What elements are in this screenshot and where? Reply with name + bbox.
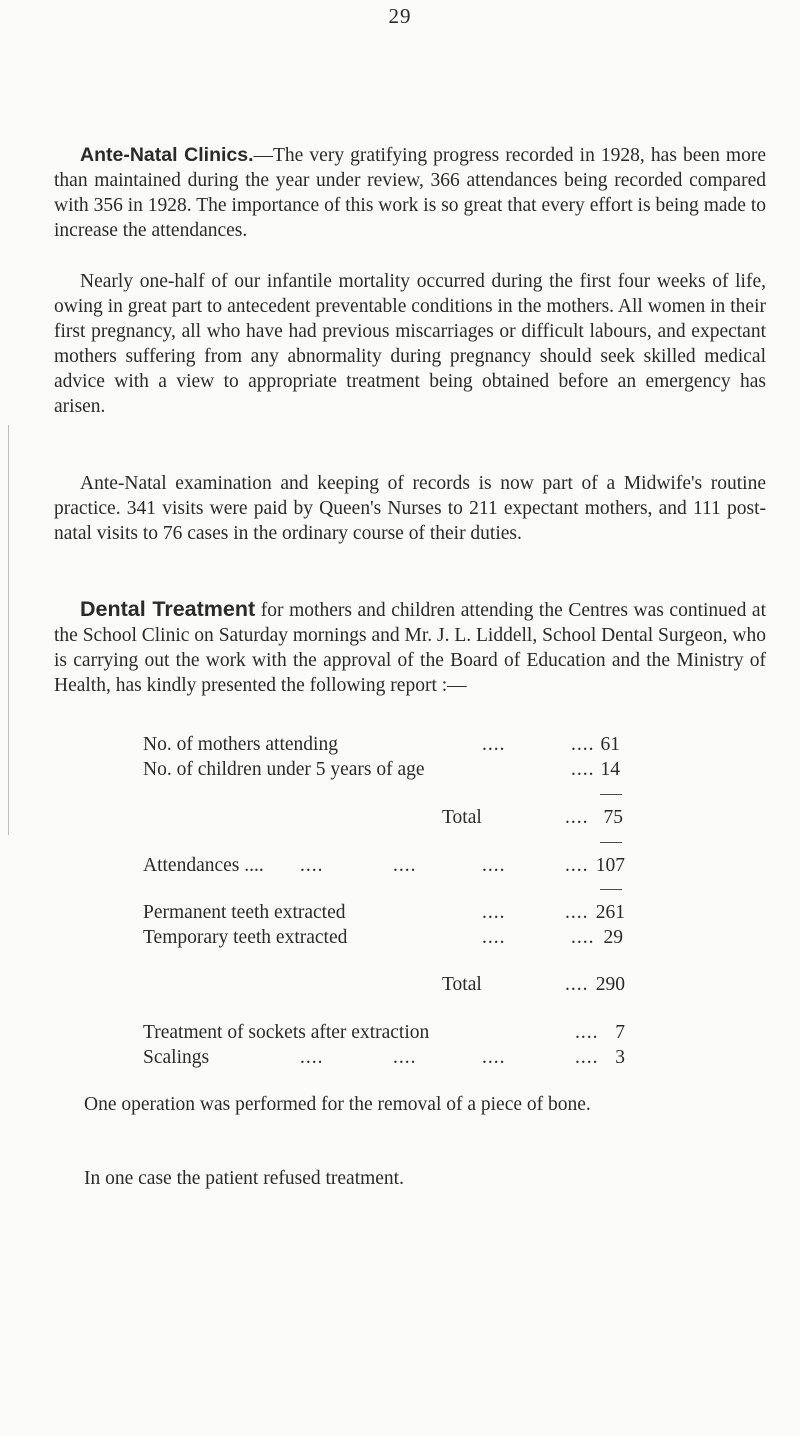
ante-natal-paragraph-3-wrap [54, 471, 766, 546]
closing-paragraph-1-wrap [54, 1092, 766, 1117]
leader-dots: .... [575, 1047, 599, 1068]
closing-paragraph-1: One operation was performed for the removal of a piece of bone. [84, 1094, 591, 1115]
leader-dots: .... [482, 1047, 506, 1068]
attendances-value: 107 [595, 855, 625, 876]
ante-natal-paragraph-1-text: —The very gratifying progress recorded in 1928, has been more than maintained during the year under review, 366 attendances being recorded compared with 356 in 1928. The importance of this work is so great that every effort is being made to increase the attendances. [54, 145, 766, 241]
closing-paragraph-2-wrap [54, 1166, 766, 1191]
children-label: No. of children under 5 years of age [143, 759, 425, 780]
leader-dots: .... [300, 1047, 324, 1068]
total-label: Total [442, 807, 482, 828]
permanent-teeth-label: Permanent teeth extracted [143, 902, 346, 923]
leader-dots: .... [575, 1022, 599, 1043]
total-label: Total [442, 974, 482, 995]
margin-edge-line [8, 425, 9, 835]
leader-dots: .... [393, 855, 417, 876]
leader-dots: .... [482, 902, 506, 923]
sum-rule [600, 794, 622, 795]
scalings-label: Scalings [143, 1047, 210, 1068]
temporary-teeth-value: 29 [603, 927, 623, 948]
leader-dots: .... [482, 734, 506, 755]
page-number: 29 [388, 4, 412, 28]
dental-section [54, 597, 766, 698]
scalings-value: 3 [615, 1047, 625, 1068]
leader-dots: .... [565, 807, 589, 828]
ante-natal-paragraph-2: Nearly one-half of our infantile mortality occurred during the first four weeks of life, owing in great part to antecedent preventable conditions in the mothers. All women in their first pregnancy, all who have had previous miscarriages or difficult labours, and expectant mothers suffering from any abnormality during pregnancy should seek skilled medical advice with a view to appropriate treatment being obtained before an emergency has arisen. [54, 271, 766, 417]
leader-dots: .... [482, 855, 506, 876]
leader-dots: .... [571, 927, 595, 948]
ante-natal-section [54, 143, 766, 243]
leader-dots: .... [565, 855, 589, 876]
leader-dots: .... [571, 734, 595, 755]
total-value: 290 [595, 974, 625, 995]
attendances-label: Attendances .... [143, 855, 264, 876]
leader-dots: .... [565, 974, 589, 995]
sum-rule [600, 889, 622, 890]
sockets-treatment-label: Treatment of sockets after extraction [143, 1022, 430, 1043]
ante-natal-paragraph-1 [54, 143, 766, 243]
ante-natal-paragraph-3: Ante-Natal examination and keeping of records is now part of a Midwife's routine practice. 341 visits were paid by Queen's Nurses to 211 expectant mothers, and 111 post-natal visits to 76 cases in the ordinary course of their duties. [54, 473, 766, 544]
leader-dots: .... [565, 902, 589, 923]
leader-dots: .... [393, 1047, 417, 1068]
mothers-value: 61 [600, 734, 620, 755]
permanent-teeth-value: 261 [595, 902, 625, 923]
dental-heading: Dental Treatment [80, 597, 256, 621]
ante-natal-heading: Ante-Natal Clinics. [80, 144, 254, 166]
dental-paragraph-text: for mothers and children attending the Centres was continued at the School Clinic on Saturday mornings and Mr. J. L. Liddell, School Dental Surgeon, who is carrying out the work with the approval of the Board of Education and the Ministry of Health, has kindly presented the following report :— [54, 600, 767, 696]
dental-paragraph [54, 597, 766, 698]
leader-dots: .... [571, 759, 595, 780]
temporary-teeth-label: Temporary teeth extracted [143, 927, 348, 948]
total-value: 75 [603, 807, 623, 828]
leader-dots: .... [300, 855, 324, 876]
mothers-label: No. of mothers attending [143, 734, 338, 755]
sum-rule [600, 842, 622, 843]
closing-paragraph-2: In one case the patient refused treatment. [84, 1168, 404, 1189]
leader-dots: .... [482, 927, 506, 948]
sockets-treatment-value: 7 [615, 1022, 625, 1043]
children-value: 14 [600, 759, 620, 780]
ante-natal-paragraph-2-wrap [54, 269, 766, 419]
